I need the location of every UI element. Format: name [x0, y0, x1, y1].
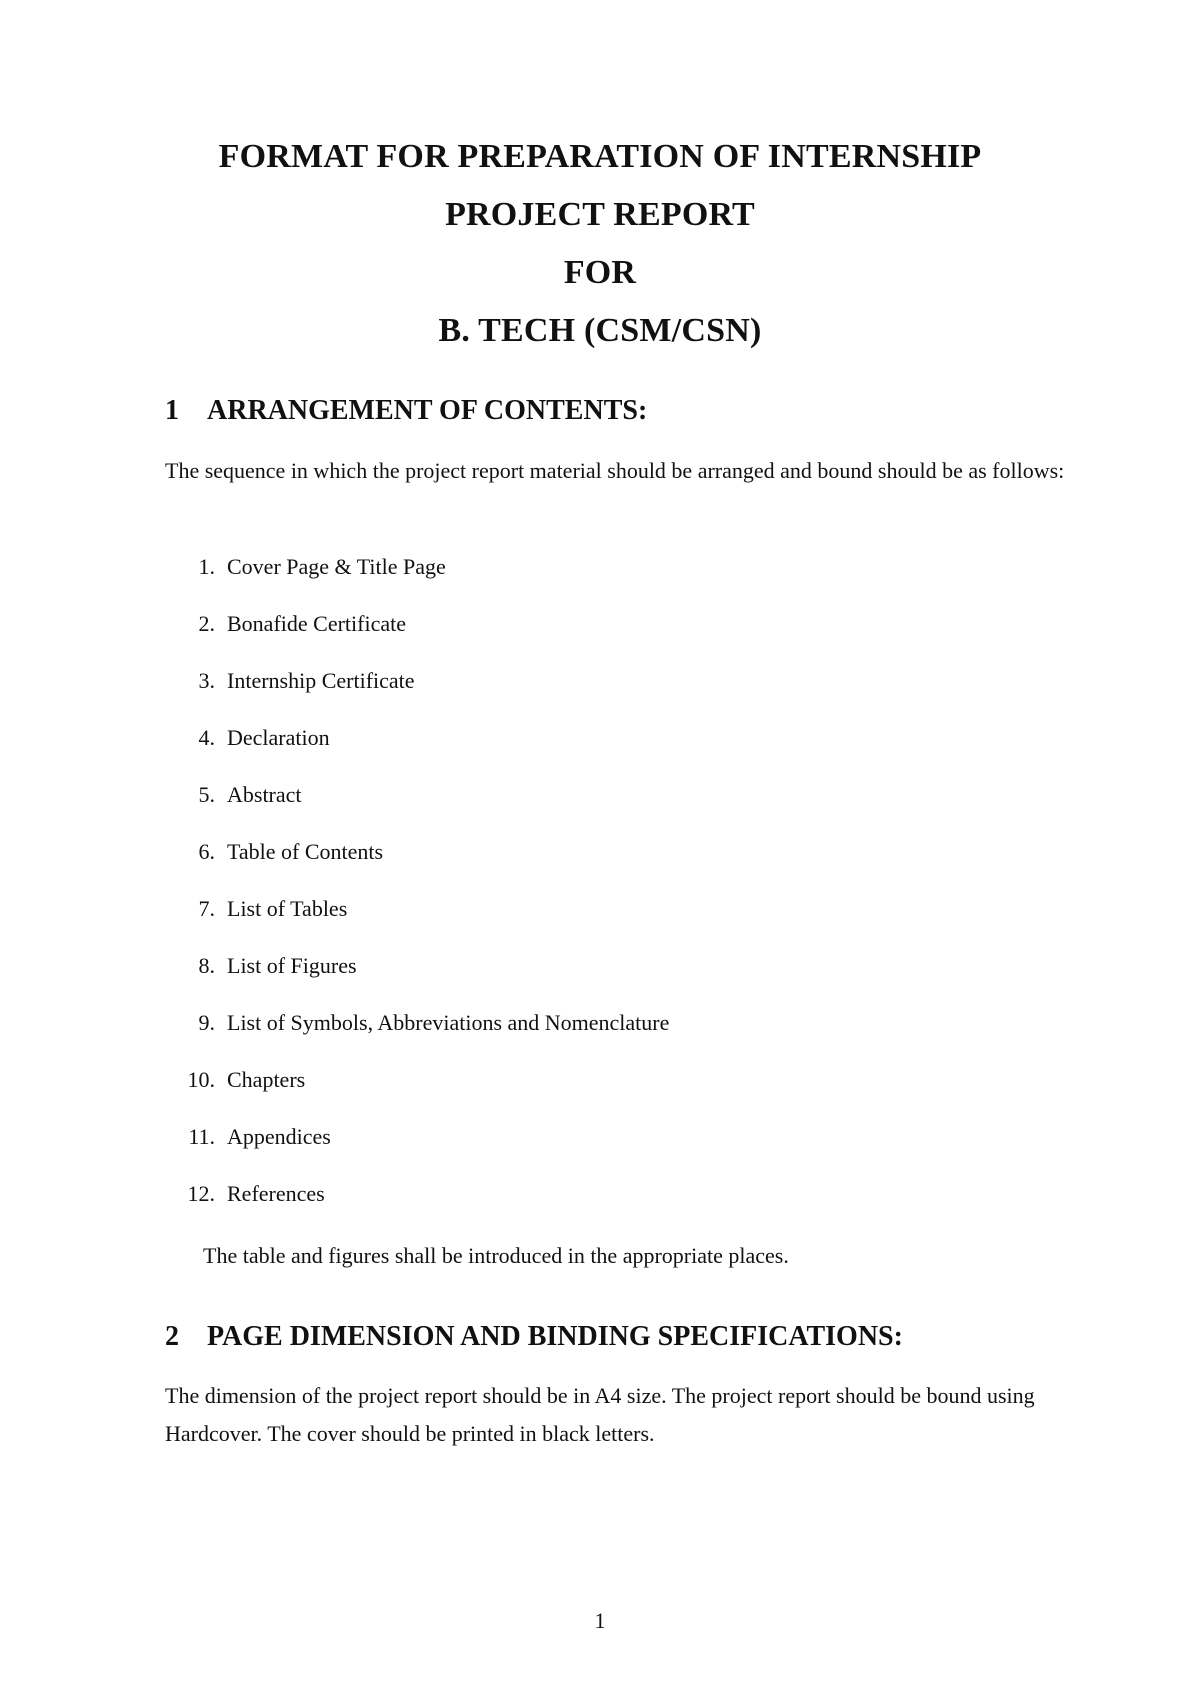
list-item-label: Cover Page & Title Page — [227, 554, 446, 579]
list-item-label: Declaration — [227, 725, 330, 750]
list-item-number: 4. — [198, 725, 215, 750]
section-2-body: The dimension of the project report should be in A4 size. The project report should be bound using Hardcover. The cover should be printed in black letters. — [165, 1383, 1035, 1446]
list-item-number: 9. — [198, 1010, 215, 1035]
list-item — [0, 719, 1200, 776]
list-item-number: 11. — [188, 1124, 215, 1149]
section-1-number: 1 — [165, 395, 179, 426]
title-line-3: FOR — [563, 254, 637, 291]
list-item-number: 8. — [198, 953, 215, 978]
list-item-label: List of Figures — [227, 953, 357, 978]
list-item-label: Chapters — [227, 1067, 306, 1092]
list-item-number: 10. — [187, 1067, 215, 1092]
title-line-1: FORMAT FOR PREPARATION OF INTERNSHIP — [218, 138, 982, 175]
section-2-number: 2 — [165, 1321, 179, 1352]
list-item-label: Table of Contents — [227, 839, 384, 864]
list-item — [0, 776, 1200, 833]
list-item — [0, 1061, 1200, 1118]
list-item-label: List of Symbols, Abbreviations and Nomenclature — [227, 1010, 670, 1035]
list-item-label: References — [227, 1181, 325, 1206]
list-item — [0, 947, 1200, 1004]
title-line-2: PROJECT REPORT — [445, 196, 755, 233]
placement-note: The table and figures shall be introduced in the appropriate places. — [203, 1243, 789, 1268]
document-title — [0, 128, 1200, 360]
list-item-number: 7. — [198, 896, 215, 921]
list-item — [0, 1175, 1200, 1232]
list-item — [0, 1004, 1200, 1061]
section-2-heading — [165, 1320, 903, 1354]
list-item — [0, 1118, 1200, 1175]
list-item-label: Abstract — [227, 782, 302, 807]
list-item-number: 12. — [187, 1181, 215, 1206]
section-2-title: PAGE DIMENSION AND BINDING SPECIFICATIONS: — [207, 1321, 903, 1352]
list-item-label: Appendices — [227, 1124, 331, 1149]
section-1-heading — [165, 394, 647, 428]
list-item — [0, 890, 1200, 947]
list-item-number: 3. — [198, 668, 215, 693]
list-item — [0, 662, 1200, 719]
section-1-title: ARRANGEMENT OF CONTENTS: — [207, 395, 648, 426]
list-item-number: 2. — [198, 611, 215, 636]
page-number: 1 — [594, 1608, 606, 1633]
title-line-4: B. TECH (CSM/CSN) — [438, 312, 762, 349]
contents-list — [0, 548, 1200, 1232]
list-item-number: 6. — [198, 839, 215, 864]
list-item — [0, 605, 1200, 662]
list-item — [0, 833, 1200, 890]
list-item-label: Internship Certificate — [227, 668, 415, 693]
list-item-label: List of Tables — [227, 896, 348, 921]
section-1-intro: The sequence in which the project report material should be arranged and bound should be as follows: — [165, 458, 1065, 483]
list-item-number: 1. — [198, 554, 215, 579]
list-item — [0, 548, 1200, 605]
list-item-label: Bonafide Certificate — [227, 611, 406, 636]
list-item-number: 5. — [198, 782, 215, 807]
